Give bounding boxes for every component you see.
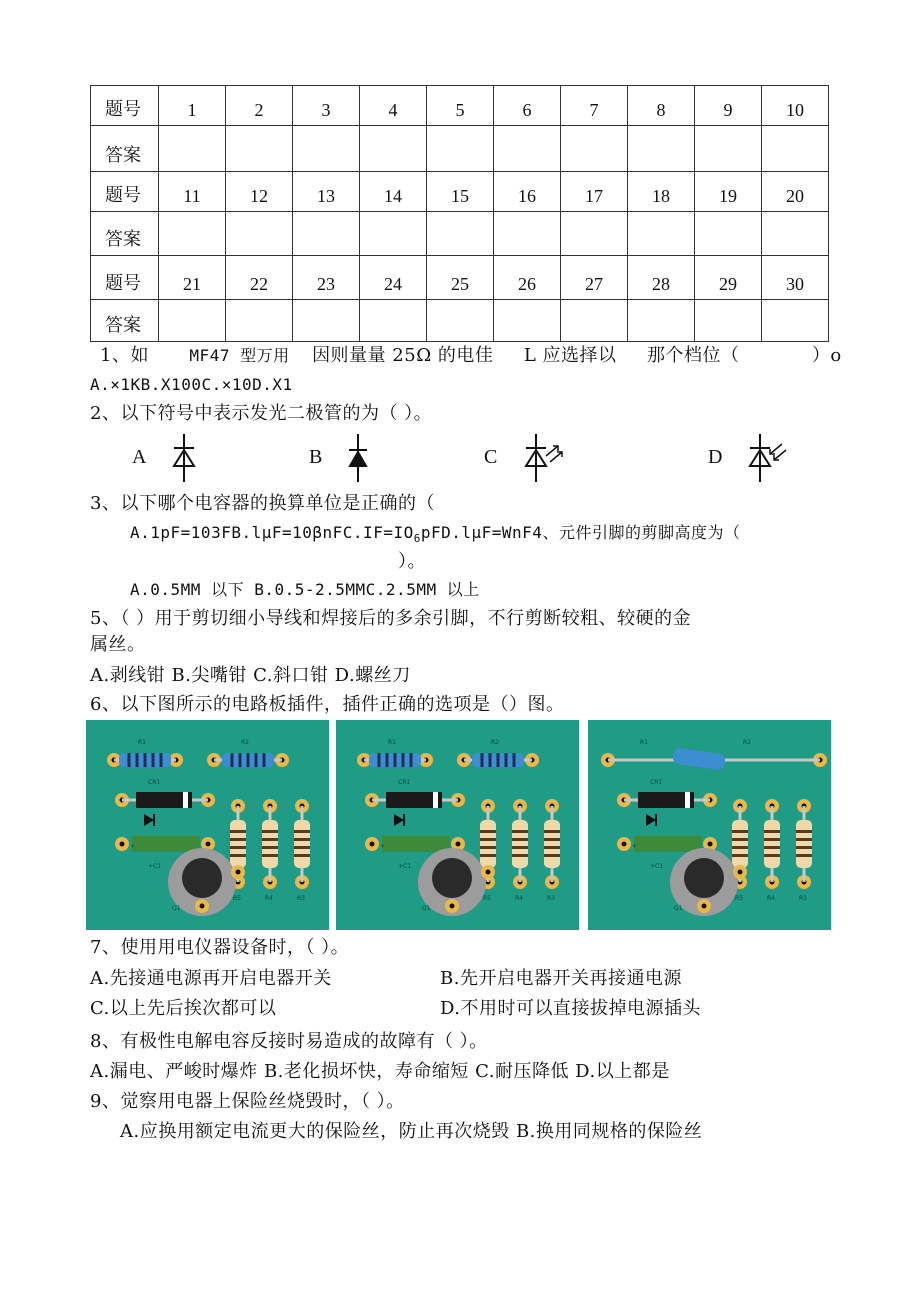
grid-answer-row [91,126,829,172]
resistor-band [544,846,560,849]
grid-answer-cell[interactable] [762,126,829,172]
resistor-band [262,854,278,857]
transistor-q1 [684,858,724,898]
resistor-band [128,753,131,767]
capacitor-c1 [382,836,450,852]
grid-answer-row [91,212,829,256]
resistor-band [239,753,242,767]
q3-text: 3、以下哪个电容器的换算单位是正确的（ [90,493,435,514]
grid-question-number: 28 [628,256,695,300]
pcb-image-c [588,720,831,930]
q5-options: A.剥线钳 B.尖嘴钳 C.斜口钳 D.螺丝刀 [90,665,411,686]
label-r5: R5 [233,895,241,902]
grid-question-number: 17 [561,172,628,212]
grid-answer-cell[interactable] [561,126,628,172]
grid-question-number: 4 [360,86,427,126]
grid-answer-row [91,300,829,342]
grid-question-number: 13 [293,172,360,212]
label-r3: R3 [547,895,555,902]
resistor-r3 [294,820,310,868]
grid-answer-cell[interactable] [628,126,695,172]
grid-question-number: 15 [427,172,494,212]
pad-hole [708,842,713,847]
resistor-r5 [480,820,496,868]
resistor-band [512,846,528,849]
grid-question-row [91,172,829,212]
resistor-band [230,846,246,849]
transistor-q1 [182,858,222,898]
grid-answer-cell[interactable] [561,300,628,342]
resistor-band [144,753,147,767]
grid-answer-cell[interactable] [360,212,427,256]
grid-answer-cell[interactable] [494,300,561,342]
resistor-r1 [672,747,726,770]
grid-question-number: 5 [427,86,494,126]
grid-question-number: 26 [494,256,561,300]
q7-option-d: D.不用时可以直接拔掉电源插头 [440,998,702,1019]
grid-answer-cell[interactable] [226,212,293,256]
resistor-band [764,846,780,849]
resistor-band [796,838,812,841]
grid-question-label: 题号 [91,172,159,212]
transistor-q1 [432,858,472,898]
capacitor-c1 [634,836,702,852]
resistor-band [294,838,310,841]
grid-question-number: 12 [226,172,293,212]
grid-answer-cell[interactable] [695,300,762,342]
grid-answer-cell[interactable] [628,300,695,342]
resistor-band [410,753,413,767]
label-q1: Q1 [422,905,431,912]
grid-question-number: 24 [360,256,427,300]
grid-answer-cell[interactable] [695,212,762,256]
label-q1: Q1 [674,905,683,912]
q4-text-cont: ）。 [398,551,426,572]
resistor-band [294,830,310,833]
resistor-band [294,846,310,849]
q8-text: 8、有极性电解电容反接时易造成的故障有（ ）。 [90,1031,488,1052]
label-c1: +C1 [398,863,412,870]
pad-hole [120,842,125,847]
resistor-band [255,753,258,767]
resistor-band [512,830,528,833]
grid-question-number: 20 [762,172,829,212]
resistor-band [263,753,266,767]
grid-question-number: 2 [226,86,293,126]
resistor-band [231,753,234,767]
label-c1: +C1 [148,863,162,870]
q7-option-c: C.以上先后挨次都可以 [90,998,277,1019]
label-plus: + [130,843,136,850]
answer-grid [90,85,829,342]
resistor-band [480,838,496,841]
diode-silk-icon [646,814,656,826]
label-q1: Q1 [172,905,181,912]
resistor-band [732,846,748,849]
grid-question-number: 3 [293,86,360,126]
resistor-band [394,753,397,767]
resistor-band [480,854,496,857]
grid-question-number: 9 [695,86,762,126]
pad-hole [200,904,205,909]
q7-option-b: B.先开启电器开关再接通电源 [440,968,682,989]
label-r2: R2 [491,739,499,746]
resistor-band [512,854,528,857]
resistor-band [152,753,155,767]
resistor-band [262,846,278,849]
grid-answer-cell[interactable] [226,300,293,342]
grid-answer-cell[interactable] [293,212,360,256]
label-r3: R3 [799,895,807,902]
grid-answer-cell[interactable] [762,212,829,256]
grid-question-row [91,256,829,300]
resistor-r4 [764,820,780,868]
grid-question-number: 8 [628,86,695,126]
q2-label-a: A [132,446,147,468]
grid-answer-cell[interactable] [762,300,829,342]
label-r1: R1 [388,739,396,746]
resistor-band [732,854,748,857]
grid-answer-cell[interactable] [293,126,360,172]
resistor-band [294,854,310,857]
grid-answer-cell[interactable] [360,126,427,172]
resistor-r4 [512,820,528,868]
resistor-r3 [796,820,812,868]
grid-question-number: 16 [494,172,561,212]
grid-question-number: 6 [494,86,561,126]
grid-answer-cell[interactable] [360,300,427,342]
q1-options: A.×1KB.X100C.×10D.X1 [90,375,293,394]
label-cr1: CR1 [398,779,411,786]
pad-hole [206,842,211,847]
grid-answer-cell[interactable] [293,300,360,342]
grid-question-row [91,86,829,126]
grid-question-number: 14 [360,172,427,212]
grid-answer-cell[interactable] [494,126,561,172]
resistor-band [230,854,246,857]
grid-answer-cell[interactable] [427,212,494,256]
resistor-band [480,830,496,833]
resistor-band [796,854,812,857]
grid-answer-cell[interactable] [427,126,494,172]
resistor-band [402,753,405,767]
grid-answer-cell[interactable] [561,212,628,256]
label-r3: R3 [297,895,305,902]
diode-silk-icon [394,814,404,826]
pad-hole [236,870,241,875]
pad-hole [456,842,461,847]
label-r5: R5 [735,895,743,902]
grid-answer-label: 答案 [91,212,159,256]
resistor-band [480,846,496,849]
label-r1: R1 [640,739,648,746]
diode-silk-icon [144,814,154,826]
resistor-band [136,753,139,767]
grid-question-number: 11 [159,172,226,212]
q2-label-b: B [309,446,323,468]
resistor-band [505,753,508,767]
capacitor-c1 [132,836,200,852]
grid-question-number: 21 [159,256,226,300]
resistor-band [386,753,389,767]
label-plus: + [632,843,638,850]
resistor-band [489,753,492,767]
grid-question-number: 22 [226,256,293,300]
grid-answer-cell[interactable] [628,212,695,256]
resistor-band [230,830,246,833]
resistor-r4 [262,820,278,868]
grid-answer-cell[interactable] [695,126,762,172]
resistor-band [796,830,812,833]
grid-question-number: 27 [561,256,628,300]
diode-symbol-b [330,432,390,484]
resistor-band [160,753,163,767]
grid-question-number: 30 [762,256,829,300]
resistor-band [544,838,560,841]
grid-question-number: 10 [762,86,829,126]
resistor-band [262,838,278,841]
label-r2: R2 [743,739,751,746]
q3-options: $A.1pF=103FB.l\mu F=10\beta nFC.IF=IO_6pFD.l\mu F=WnF4$、元件引脚的剪脚高度为（ [130,523,741,546]
pad-hole [370,842,375,847]
label-r4: R4 [265,895,273,902]
q2-label-c: C [484,446,498,468]
led-symbol-c [514,432,574,484]
grid-question-number: 23 [293,256,360,300]
resistor-band [481,753,484,767]
resistor-r5 [230,820,246,868]
diode-band [183,792,188,808]
grid-answer-cell[interactable] [159,300,226,342]
grid-answer-cell[interactable] [159,126,226,172]
grid-question-number: 1 [159,86,226,126]
resistor-band [764,838,780,841]
resistor-band [247,753,250,767]
grid-question-number: 19 [695,172,762,212]
grid-answer-cell[interactable] [494,212,561,256]
resistor-band [378,753,381,767]
resistor-band [544,830,560,833]
label-plus: + [380,843,386,850]
resistor-band [230,838,246,841]
resistor-band [513,753,516,767]
resistor-band [262,830,278,833]
grid-question-number: 18 [628,172,695,212]
grid-question-label: 题号 [91,86,159,126]
grid-answer-cell[interactable] [226,126,293,172]
pad-hole [450,904,455,909]
grid-question-number: 25 [427,256,494,300]
resistor-band [732,830,748,833]
label-cr1: CR1 [650,779,663,786]
resistor-band [497,753,500,767]
diode-band [685,792,690,808]
diode-symbol-a [156,432,216,484]
grid-question-number: 7 [561,86,628,126]
pcb-image-b [336,720,579,930]
resistor-band [764,854,780,857]
label-r2: R2 [241,739,249,746]
q2-label-d: D [708,446,723,468]
grid-answer-cell[interactable] [427,300,494,342]
q1-text: 1、如 MF47 型万用 因则量量 25Ω 的电佳 L 应选择以 那个档位（ ）o [100,345,842,366]
grid-answer-cell[interactable] [159,212,226,256]
label-r4: R4 [515,895,523,902]
grid-question-number: 29 [695,256,762,300]
resistor-band [764,830,780,833]
q6-text: 6、以下图所示的电路板插件，插件正确的选项是（）图。 [90,694,565,715]
pcb-image-a [86,720,329,930]
photodiode-symbol-d [738,432,798,484]
resistor-r3 [544,820,560,868]
pad-hole [486,870,491,875]
q8-options: A.漏电、严峻时爆炸 B.老化损坏快，寿命缩短 C.耐压降低 D.以上都是 [90,1061,670,1082]
q2-text: 2、以下符号中表示发光二极管的为（ ）。 [90,403,433,424]
resistor-band [796,846,812,849]
label-r5: R5 [483,895,491,902]
q7-option-a: A.先接通电源再开启电器开关 [90,968,332,989]
label-r1: R1 [138,739,146,746]
q9-options: A.应换用额定电流更大的保险丝，防止再次烧毁 B.换用同规格的保险丝 [120,1121,703,1142]
grid-answer-label: 答案 [91,300,159,342]
label-c1: +C1 [650,863,664,870]
diode-band [433,792,438,808]
label-r4: R4 [767,895,775,902]
resistor-band [544,854,560,857]
q9-text: 9、觉察用电器上保险丝烧毁时，（ ）。 [90,1091,405,1112]
q5-text: 5、（ ）用于剪切细小导线和焊接后的多余引脚，不行剪断较粗、较硬的金 [90,608,692,629]
label-cr1: CR1 [148,779,161,786]
pad-hole [702,904,707,909]
resistor-r5 [732,820,748,868]
grid-answer-label: 答案 [91,126,159,172]
q4-options: A.0.5MM 以下 B.0.5-2.5MMC.2.5MM 以上 [130,580,480,599]
q5-text-line2: 属丝。 [90,634,146,655]
pad-hole [738,870,743,875]
pad-hole [622,842,627,847]
q7-text: 7、使用用电仪器设备时，（ ）。 [90,937,350,958]
resistor-band [512,838,528,841]
grid-question-label: 题号 [91,256,159,300]
resistor-band [732,838,748,841]
